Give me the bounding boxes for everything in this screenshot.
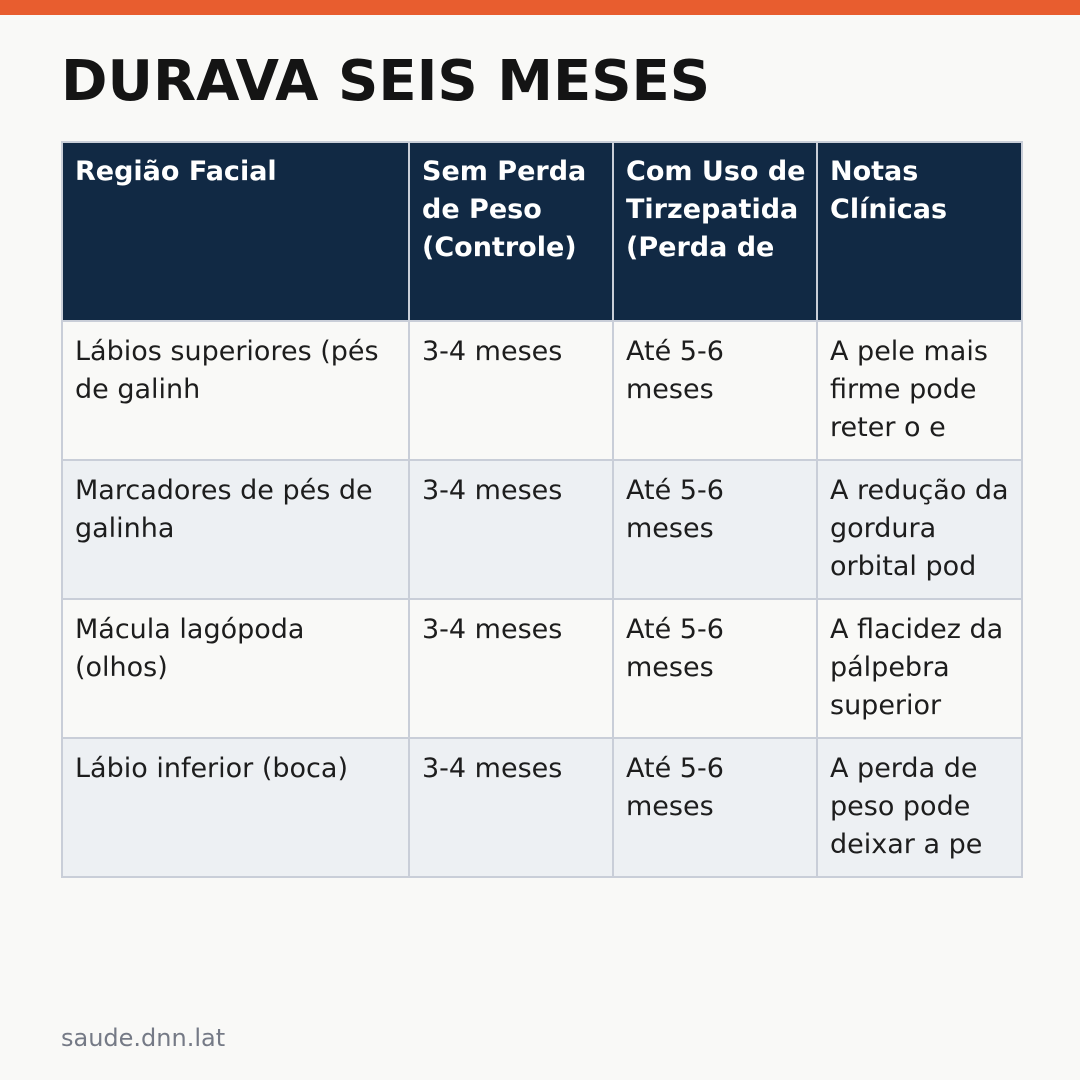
- table-row: [62, 460, 1022, 599]
- column-header-controle: Sem Perda de Peso (Controle): [409, 142, 613, 321]
- table-row: [62, 321, 1022, 460]
- table-row: [62, 738, 1022, 877]
- cell-tirzepatida: Até 5-6 meses: [613, 460, 817, 599]
- cell-tirzepatida: Até 5-6 meses: [613, 738, 817, 877]
- cell-controle: 3-4 meses: [409, 321, 613, 460]
- cell-notas: A perda de peso pode deixar a pe: [817, 738, 1022, 877]
- cell-regiao: Lábio inferior (boca): [62, 738, 409, 877]
- cell-controle: 3-4 meses: [409, 738, 613, 877]
- cell-notas: A pele mais firme pode reter o e: [817, 321, 1022, 460]
- page-title: DURAVA SEIS MESES: [61, 49, 711, 114]
- cell-regiao: Mácula lagópoda (olhos): [62, 599, 409, 738]
- cell-tirzepatida: Até 5-6 meses: [613, 321, 817, 460]
- top-accent-bar: [0, 0, 1080, 15]
- footer-url: saude.dnn.lat: [61, 1024, 226, 1052]
- data-table: [61, 141, 1023, 878]
- cell-controle: 3-4 meses: [409, 460, 613, 599]
- column-header-notas: Notas Clínicas: [817, 142, 1022, 321]
- cell-notas: A flacidez da pálpebra superior: [817, 599, 1022, 738]
- table-header-row: [62, 142, 1022, 321]
- table-row: [62, 599, 1022, 738]
- column-header-regiao: Região Facial: [62, 142, 409, 321]
- cell-tirzepatida: Até 5-6 meses: [613, 599, 817, 738]
- cell-notas: A redução da gordura orbital pod: [817, 460, 1022, 599]
- cell-regiao: Marcadores de pés de galinha: [62, 460, 409, 599]
- cell-controle: 3-4 meses: [409, 599, 613, 738]
- cell-regiao: Lábios superiores (pés de galinh: [62, 321, 409, 460]
- column-header-tirzepatida: Com Uso de Tirzepatida (Perda de: [613, 142, 817, 321]
